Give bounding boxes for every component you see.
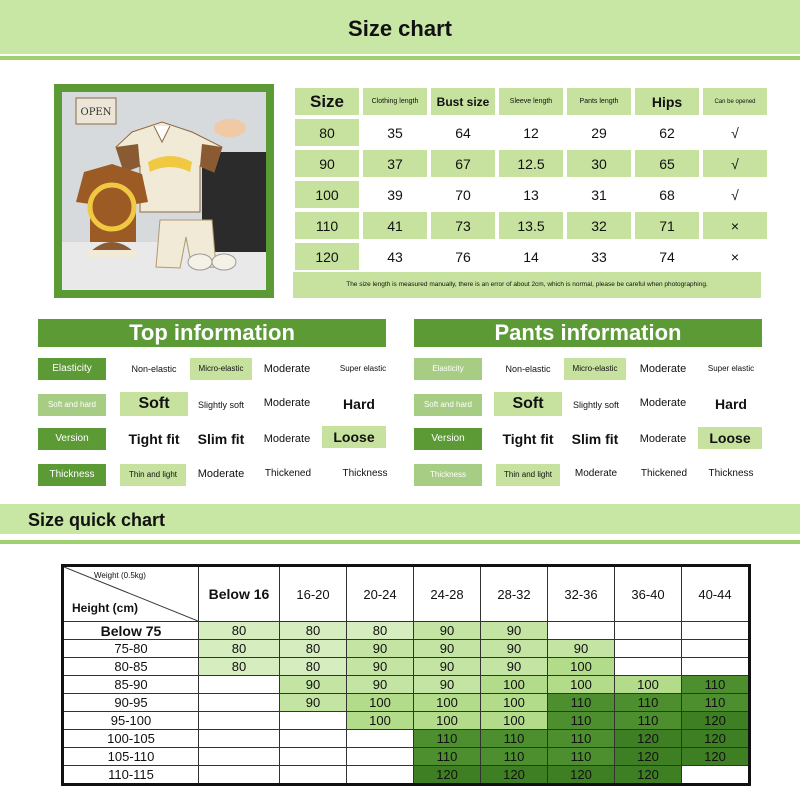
quick-size-cell: 120 bbox=[414, 766, 481, 785]
pants-option: Hard bbox=[715, 396, 747, 412]
quick-size-cell: 120 bbox=[548, 766, 615, 785]
pants-option: Moderate bbox=[639, 433, 687, 445]
pants-option: Slim fit bbox=[571, 431, 619, 447]
quick-size-cell: 100 bbox=[481, 676, 548, 694]
quick-size-cell: 80 bbox=[199, 622, 280, 640]
cell: √ bbox=[731, 124, 739, 141]
quick-size-cell: 90 bbox=[548, 640, 615, 658]
quick-row bbox=[63, 622, 750, 640]
quick-size-cell: 80 bbox=[280, 640, 347, 658]
top-row-label-thickness: Thickness bbox=[38, 464, 106, 486]
quick-size-cell bbox=[682, 658, 750, 676]
cell: 71 bbox=[635, 212, 699, 239]
quick-height-label: 105-110 bbox=[63, 748, 199, 766]
cell: 41 bbox=[363, 212, 427, 239]
quick-height-label: 100-105 bbox=[63, 730, 199, 748]
header-divider bbox=[0, 56, 800, 60]
cell: √ bbox=[703, 150, 767, 177]
quick-height-label: 85-90 bbox=[63, 676, 199, 694]
quick-size-cell bbox=[199, 694, 280, 712]
pants-option: Thickness bbox=[708, 468, 754, 479]
top-option: Super elastic bbox=[339, 364, 387, 373]
quick-size-table bbox=[61, 564, 751, 786]
cell: 32 bbox=[567, 212, 631, 239]
quick-weight-header: 16-20 bbox=[280, 566, 347, 622]
quick-size-cell bbox=[199, 730, 280, 748]
quick-size-cell: 90 bbox=[481, 658, 548, 676]
quick-size-cell: 90 bbox=[280, 676, 347, 694]
quick-size-cell: 80 bbox=[347, 622, 414, 640]
quick-row bbox=[63, 730, 750, 748]
quick-size-cell bbox=[682, 640, 750, 658]
quick-size-cell: 100 bbox=[481, 694, 548, 712]
pants-option-selected: Soft bbox=[494, 392, 562, 416]
quick-size-cell bbox=[682, 766, 750, 785]
top-row-label-soft-hard: Soft and hard bbox=[38, 394, 106, 416]
cell: 12.5 bbox=[499, 150, 563, 177]
quick-size-cell bbox=[347, 730, 414, 748]
quick-weight-header: Below 16 bbox=[199, 566, 280, 622]
top-option: Non-elastic bbox=[131, 364, 177, 374]
header-bust-size: Bust size bbox=[431, 88, 495, 115]
quick-size-cell: 110 bbox=[548, 730, 615, 748]
top-option-selected: Thin and light bbox=[120, 464, 186, 486]
top-option-selected: Loose bbox=[322, 426, 386, 448]
cell: 13.5 bbox=[499, 212, 563, 239]
top-option: Hard bbox=[343, 396, 375, 412]
header-can-be-opened: Can be opened bbox=[703, 88, 767, 115]
quick-weight-header: 28-32 bbox=[481, 566, 548, 622]
quick-size-cell: 100 bbox=[481, 712, 548, 730]
cell: 43 bbox=[387, 248, 403, 265]
corner-weight-label: Weight (0.5kg) bbox=[94, 571, 146, 580]
quick-size-cell: 110 bbox=[682, 676, 750, 694]
quick-size-cell: 100 bbox=[414, 712, 481, 730]
quick-size-cell: 100 bbox=[347, 694, 414, 712]
quick-height-label: 80-85 bbox=[63, 658, 199, 676]
quick-height-label: 75-80 bbox=[63, 640, 199, 658]
quick-row bbox=[63, 748, 750, 766]
quick-chart-divider bbox=[0, 540, 800, 544]
size-row bbox=[295, 212, 767, 239]
header-hips: Hips bbox=[635, 88, 699, 115]
quick-size-cell bbox=[347, 748, 414, 766]
size-row bbox=[295, 150, 767, 177]
quick-size-cell: 110 bbox=[481, 730, 548, 748]
quick-row bbox=[63, 658, 750, 676]
quick-size-cell: 100 bbox=[347, 712, 414, 730]
quick-size-cell bbox=[199, 748, 280, 766]
pants-option: Moderate bbox=[639, 363, 687, 375]
quick-height-label: 110-115 bbox=[63, 766, 199, 785]
quick-weight-header: 24-28 bbox=[414, 566, 481, 622]
size-row bbox=[295, 243, 767, 270]
cell: 31 bbox=[591, 186, 607, 203]
top-row-label-version: Version bbox=[38, 428, 106, 450]
quick-size-cell: 110 bbox=[548, 748, 615, 766]
top-option: Moderate bbox=[263, 433, 311, 445]
quick-size-cell: 110 bbox=[615, 694, 682, 712]
quick-size-cell: 110 bbox=[548, 712, 615, 730]
quick-size-cell: 90 bbox=[280, 694, 347, 712]
quick-size-cell: 120 bbox=[682, 730, 750, 748]
cell: 70 bbox=[455, 186, 471, 203]
cell: × bbox=[730, 248, 740, 265]
quick-row bbox=[63, 712, 750, 730]
quick-size-cell: 80 bbox=[280, 658, 347, 676]
quick-size-cell: 100 bbox=[548, 676, 615, 694]
quick-height-label: 90-95 bbox=[63, 694, 199, 712]
quick-size-cell bbox=[199, 676, 280, 694]
cell: 90 bbox=[295, 150, 359, 177]
quick-weight-header: 20-24 bbox=[347, 566, 414, 622]
top-option-selected: Soft bbox=[120, 392, 188, 416]
cell: 76 bbox=[455, 248, 471, 265]
cell: 68 bbox=[659, 186, 675, 203]
quick-weight-header: 32-36 bbox=[548, 566, 615, 622]
cell: 100 bbox=[295, 181, 359, 208]
cell: 13 bbox=[523, 186, 539, 203]
quick-chart-title: Size quick chart bbox=[28, 510, 166, 530]
cell: 30 bbox=[567, 150, 631, 177]
cell: 67 bbox=[431, 150, 495, 177]
cell: 73 bbox=[431, 212, 495, 239]
top-option: Moderate bbox=[263, 397, 311, 409]
pants-row-label-thickness: Thickness bbox=[414, 464, 482, 486]
open-sign-text: OPEN bbox=[80, 107, 112, 118]
quick-size-cell: 110 bbox=[414, 748, 481, 766]
quick-size-cell bbox=[280, 730, 347, 748]
pants-option-selected: Loose bbox=[698, 427, 762, 449]
quick-size-cell bbox=[548, 622, 615, 640]
quick-size-cell: 120 bbox=[481, 766, 548, 785]
quick-size-cell: 100 bbox=[548, 658, 615, 676]
quick-size-cell: 120 bbox=[682, 712, 750, 730]
cell: √ bbox=[731, 186, 739, 203]
top-option: Thickness bbox=[342, 468, 388, 479]
quick-size-cell: 110 bbox=[481, 748, 548, 766]
size-row bbox=[295, 181, 767, 208]
pants-row-label-soft-hard: Soft and hard bbox=[414, 394, 482, 416]
header-pants-length: Pants length bbox=[567, 88, 631, 115]
quick-size-cell bbox=[682, 622, 750, 640]
corner-height-label: Height (cm) bbox=[72, 601, 138, 615]
quick-size-cell: 90 bbox=[347, 676, 414, 694]
quick-size-cell: 120 bbox=[682, 748, 750, 766]
pants-option: Slightly soft bbox=[572, 400, 620, 410]
cell: 35 bbox=[387, 124, 403, 141]
pants-option: Moderate bbox=[639, 397, 687, 409]
quick-size-cell: 100 bbox=[615, 676, 682, 694]
top-option-selected: Micro-elastic bbox=[190, 358, 252, 380]
quick-size-cell: 90 bbox=[414, 676, 481, 694]
top-option: Tight fit bbox=[128, 431, 180, 447]
quick-size-cell bbox=[280, 766, 347, 785]
top-info-title: Top information bbox=[38, 319, 386, 347]
pants-row-label-elasticity: Elasticity bbox=[414, 358, 482, 380]
pants-row-label-version: Version bbox=[414, 428, 482, 450]
size-row bbox=[295, 119, 767, 146]
quick-size-cell bbox=[280, 712, 347, 730]
cell: 62 bbox=[659, 124, 675, 141]
quick-size-cell bbox=[615, 640, 682, 658]
quick-row bbox=[63, 694, 750, 712]
quick-size-cell: 90 bbox=[414, 658, 481, 676]
quick-size-cell: 100 bbox=[414, 694, 481, 712]
header-size: Size bbox=[295, 88, 359, 115]
quick-weight-header: 36-40 bbox=[615, 566, 682, 622]
cell: 120 bbox=[295, 243, 359, 270]
cell: 74 bbox=[659, 248, 675, 265]
cell: 12 bbox=[523, 124, 539, 141]
top-row-label-elasticity: Elasticity bbox=[38, 358, 106, 380]
cell: 33 bbox=[591, 248, 607, 265]
quick-size-cell: 90 bbox=[347, 658, 414, 676]
header-clothing-length: Clothing length bbox=[363, 88, 427, 115]
quick-size-cell: 90 bbox=[414, 622, 481, 640]
pants-option: Moderate bbox=[574, 468, 618, 479]
quick-size-cell: 80 bbox=[199, 640, 280, 658]
cell: 37 bbox=[363, 150, 427, 177]
quick-header-row bbox=[63, 566, 750, 622]
size-table bbox=[291, 84, 771, 274]
quick-size-cell: 110 bbox=[414, 730, 481, 748]
quick-size-cell: 110 bbox=[615, 712, 682, 730]
cell: 65 bbox=[635, 150, 699, 177]
quick-size-cell: 120 bbox=[615, 766, 682, 785]
top-option: Moderate bbox=[263, 363, 311, 375]
quick-size-cell: 120 bbox=[615, 748, 682, 766]
size-table-header-row bbox=[295, 88, 767, 115]
quick-size-cell: 90 bbox=[481, 640, 548, 658]
quick-size-cell bbox=[615, 658, 682, 676]
pants-option: Super elastic bbox=[707, 364, 755, 373]
header-sleeve-length: Sleeve length bbox=[499, 88, 563, 115]
cell: 29 bbox=[591, 124, 607, 141]
quick-size-cell: 110 bbox=[682, 694, 750, 712]
quick-size-cell bbox=[347, 766, 414, 785]
quick-size-cell bbox=[280, 748, 347, 766]
cell: 14 bbox=[523, 248, 539, 265]
cell: 39 bbox=[387, 186, 403, 203]
quick-height-label: Below 75 bbox=[63, 622, 199, 640]
cell: 64 bbox=[455, 124, 471, 141]
pants-option: Non-elastic bbox=[505, 364, 551, 374]
quick-size-cell: 80 bbox=[199, 658, 280, 676]
quick-height-label: 95-100 bbox=[63, 712, 199, 730]
quick-size-cell bbox=[199, 766, 280, 785]
cell: 80 bbox=[295, 119, 359, 146]
cell: 110 bbox=[295, 212, 359, 239]
pants-option: Thickened bbox=[640, 468, 688, 479]
quick-corner-cell bbox=[63, 566, 199, 622]
pants-option-selected: Thin and light bbox=[496, 464, 560, 486]
quick-size-cell: 90 bbox=[347, 640, 414, 658]
quick-row bbox=[63, 640, 750, 658]
quick-size-cell: 120 bbox=[615, 730, 682, 748]
top-option: Slim fit bbox=[197, 431, 245, 447]
quick-size-cell bbox=[199, 712, 280, 730]
top-option: Moderate bbox=[197, 468, 245, 480]
quick-size-cell: 90 bbox=[481, 622, 548, 640]
pants-info-title: Pants information bbox=[414, 319, 762, 347]
quick-size-cell: 90 bbox=[414, 640, 481, 658]
page-title: Size chart bbox=[348, 16, 452, 41]
pants-option: Tight fit bbox=[502, 431, 554, 447]
quick-row bbox=[63, 676, 750, 694]
product-photo bbox=[62, 92, 266, 290]
quick-size-cell: 110 bbox=[548, 694, 615, 712]
measurement-note: The size length is measured manually, there is an error of about 2cm, which is normal, please be careful when photographing. bbox=[293, 272, 761, 298]
top-option: Slightly soft bbox=[197, 400, 245, 410]
quick-row bbox=[63, 766, 750, 785]
quick-weight-header: 40-44 bbox=[682, 566, 750, 622]
quick-size-cell: 80 bbox=[280, 622, 347, 640]
quick-size-cell bbox=[615, 622, 682, 640]
cell: × bbox=[703, 212, 767, 239]
top-option: Thickened bbox=[264, 468, 312, 479]
pants-option-selected: Micro-elastic bbox=[564, 358, 626, 380]
